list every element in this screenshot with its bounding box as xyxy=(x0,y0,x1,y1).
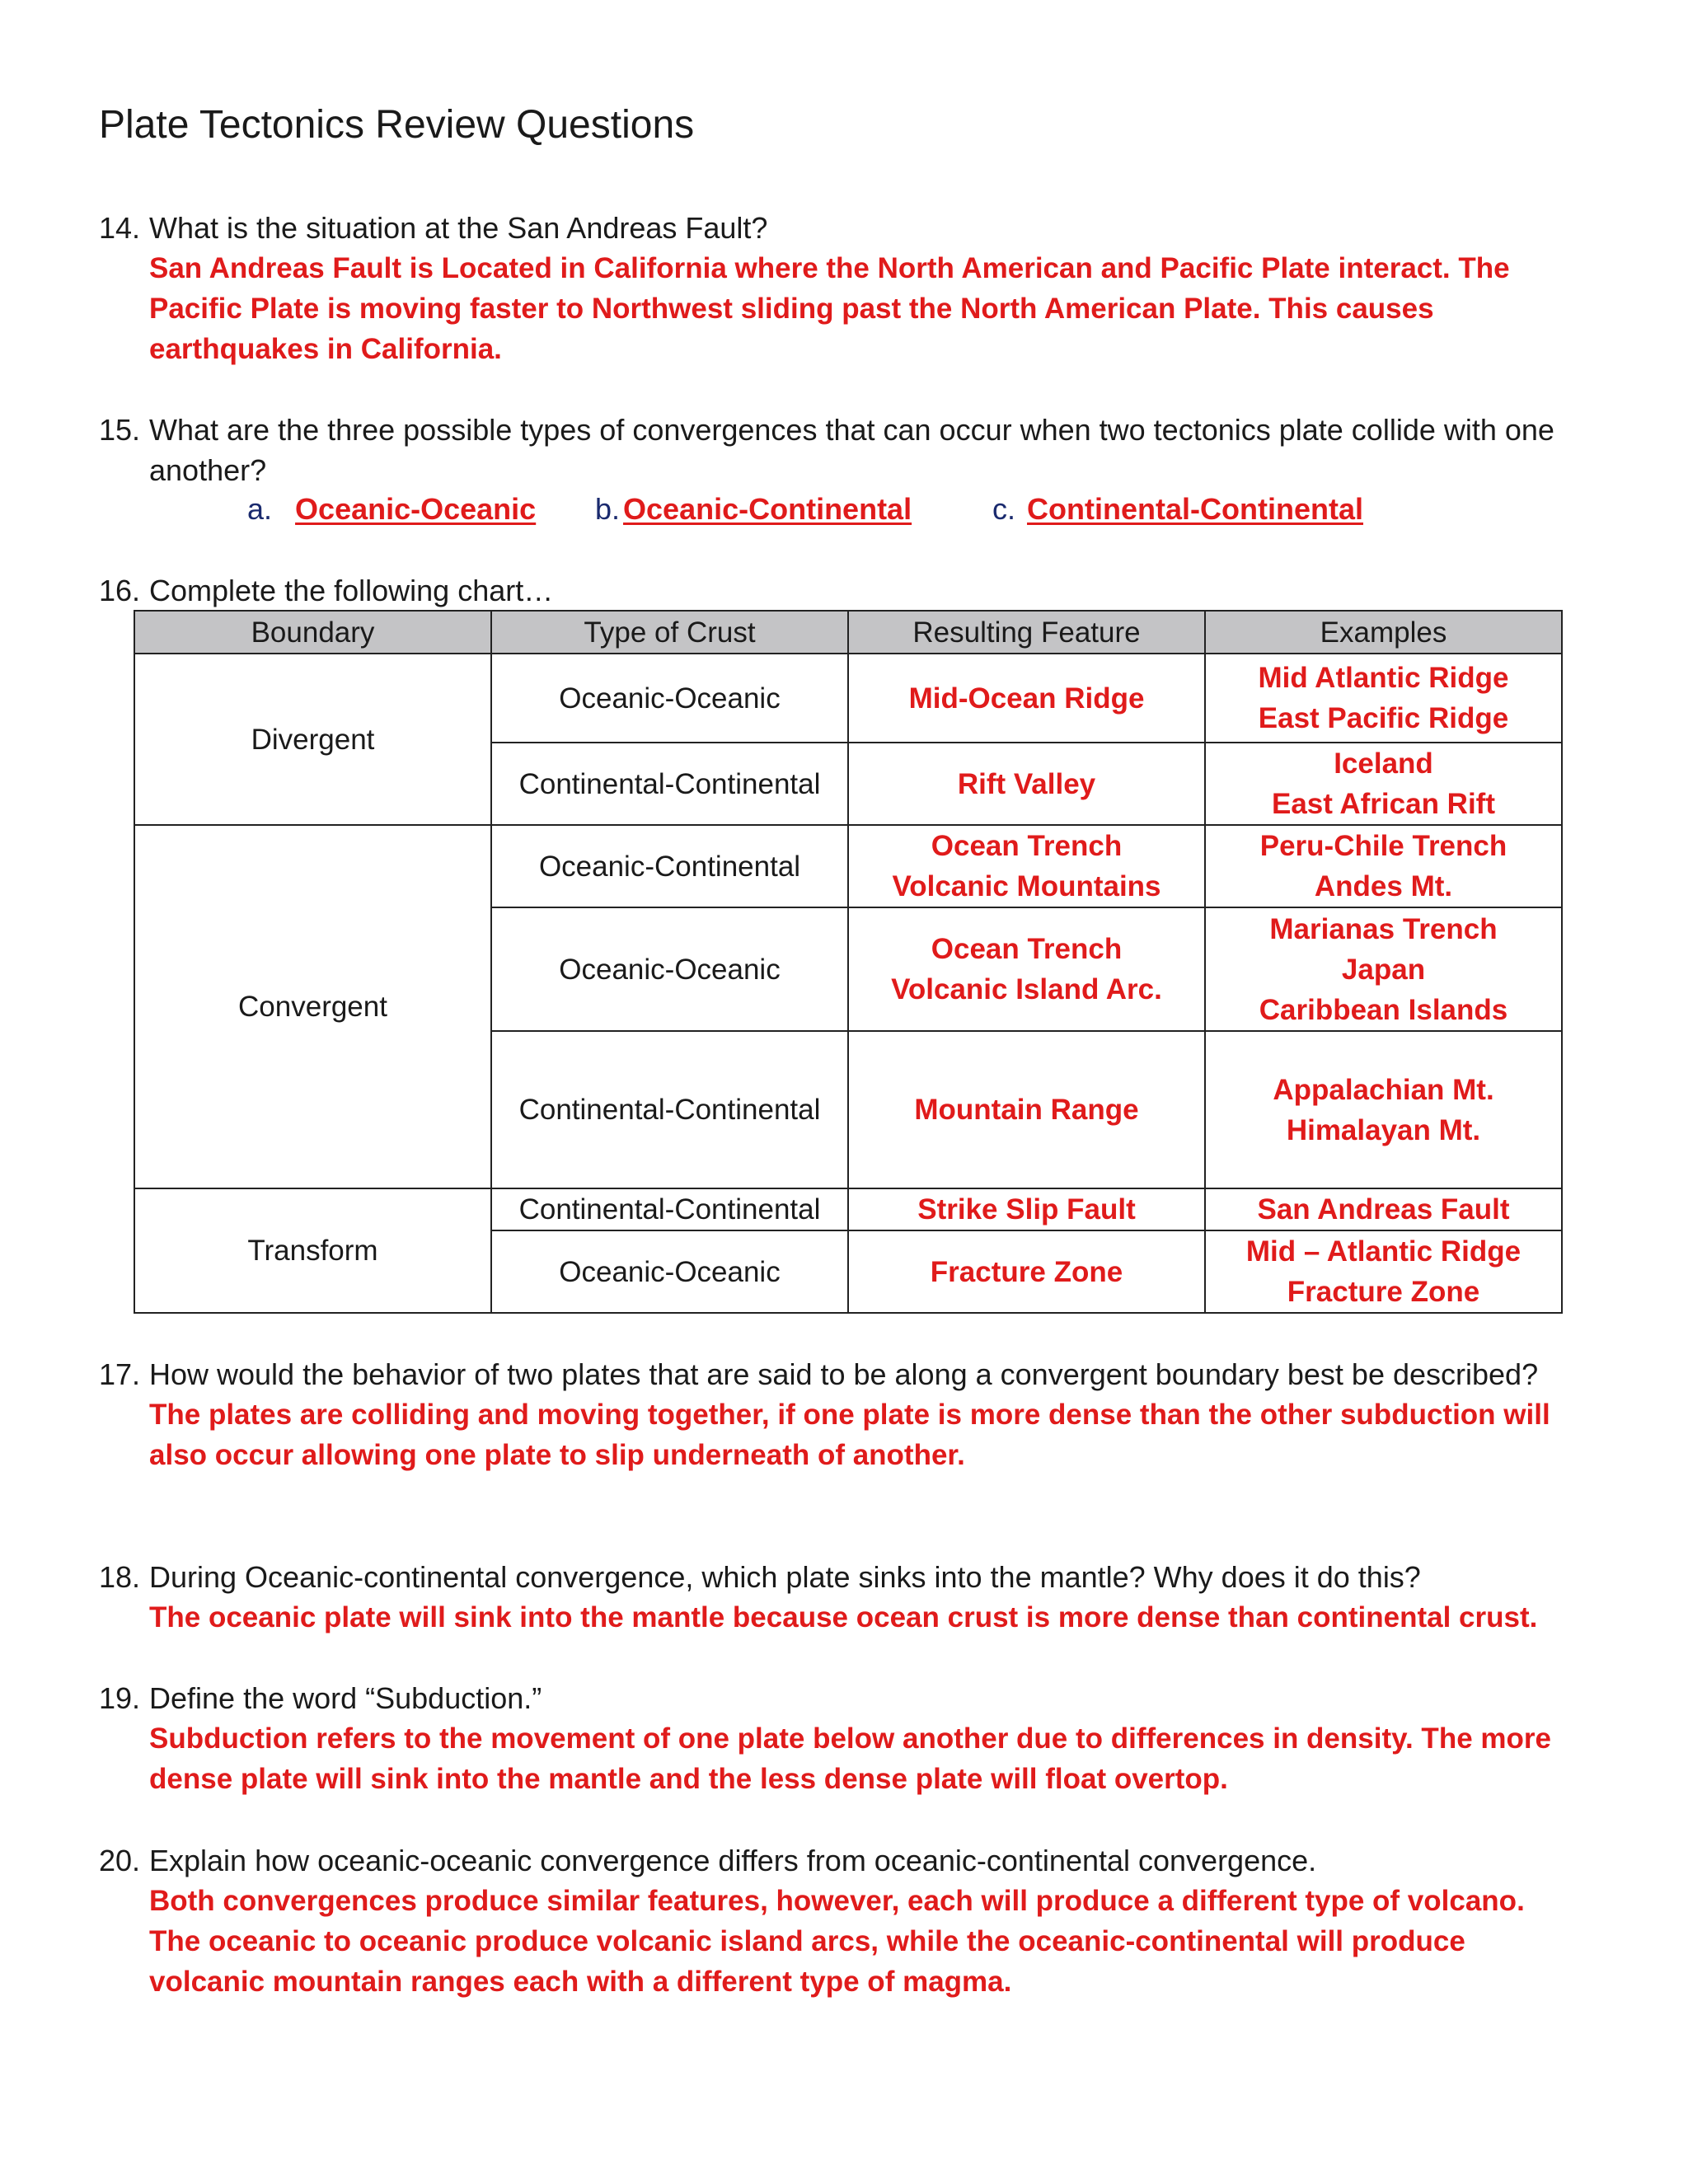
table-row xyxy=(134,1188,1562,1230)
feature-cell xyxy=(848,743,1205,825)
column-header: Examples xyxy=(1205,611,1562,654)
feature-cell xyxy=(848,825,1205,907)
example-line: Peru-Chile Trench xyxy=(1259,830,1507,862)
answer-text: Both convergences produce similar features, however, each will produce a different type of volcano. The oceanic to oceanic produce volcanic island arcs, while the oceanic-continental will produce volcanic mountain ranges each with a different type of magma. xyxy=(149,1885,1525,1998)
crust-cell: Continental-Continental xyxy=(491,743,848,825)
crust-cell: Oceanic-Oceanic xyxy=(491,1230,848,1313)
question-text: Complete the following chart… xyxy=(149,574,554,607)
question-text: During Oceanic-continental convergence, which plate sinks into the mantle? Why does it do this? xyxy=(149,1560,1421,1594)
feature-line: Ocean Trench xyxy=(931,933,1123,965)
example-line: East Pacific Ridge xyxy=(1258,702,1509,734)
example-line: Mid – Atlantic Ridge xyxy=(1245,1235,1522,1268)
question-number: 18. xyxy=(99,1560,141,1594)
crust-cell: Continental-Continental xyxy=(491,1188,848,1230)
question-14 xyxy=(99,208,1582,369)
examples-cell xyxy=(1205,1031,1562,1188)
example-line: San Andreas Fault xyxy=(1257,1193,1510,1226)
question-text: Define the word “Subduction.” xyxy=(149,1681,542,1715)
boundary-cell: Convergent xyxy=(134,825,491,1188)
example-line: Fracture Zone xyxy=(1287,1276,1480,1308)
question-18 xyxy=(99,1557,1582,1638)
feature-cell xyxy=(848,1230,1205,1313)
answer-text: Subduction refers to the movement of one plate below another due to differences in density. The more dense plate will sink into the mantle and the less dense plate will float overtop. xyxy=(149,1722,1551,1795)
feature-line: Mountain Range xyxy=(914,1094,1139,1126)
page-title: Plate Tectonics Review Questions xyxy=(99,103,695,147)
feature-line: Strike Slip Fault xyxy=(917,1193,1136,1226)
option-value: Continental-Continental xyxy=(1027,492,1363,526)
examples-cell xyxy=(1205,1230,1562,1313)
option-b xyxy=(595,489,912,530)
question-20 xyxy=(99,1840,1582,2002)
answer-text: San Andreas Fault is Located in California where the North American and Pacific Plate interact. The Pacific Plate is moving faster to Northwest sliding past the North American Plate. This causes earthquakes in California. xyxy=(149,252,1510,365)
crust-cell: Oceanic-Continental xyxy=(491,825,848,907)
examples-cell xyxy=(1205,1188,1562,1230)
option-c xyxy=(992,489,1363,530)
question-number: 15. xyxy=(99,413,141,447)
boundary-cell: Transform xyxy=(134,1188,491,1313)
example-line: Marianas Trench xyxy=(1269,912,1498,945)
feature-line: Rift Valley xyxy=(957,767,1096,800)
example-line: Caribbean Islands xyxy=(1259,993,1508,1026)
feature-cell xyxy=(848,1031,1205,1188)
option-a xyxy=(247,489,536,530)
example-line: Mid Atlantic Ridge xyxy=(1258,662,1509,694)
table-row xyxy=(134,825,1562,907)
feature-line: Volcanic Mountains xyxy=(892,870,1161,902)
feature-line: Ocean Trench xyxy=(931,830,1123,862)
column-header: Type of Crust xyxy=(491,611,848,654)
example-line: Iceland xyxy=(1334,748,1433,780)
examples-cell xyxy=(1205,907,1562,1031)
examples-cell xyxy=(1205,743,1562,825)
question-text: What is the situation at the San Andreas Fault? xyxy=(149,211,768,245)
table-row xyxy=(134,654,1562,743)
question-16 xyxy=(99,570,1582,611)
question-text: How would the behavior of two plates that are said to be along a convergent boundary best be described? xyxy=(149,1357,1539,1391)
question-text: Explain how oceanic-oceanic convergence differs from oceanic-continental convergence. xyxy=(149,1844,1317,1877)
column-header: Boundary xyxy=(134,611,491,654)
feature-line: Mid-Ocean Ridge xyxy=(908,682,1145,715)
question-number: 20. xyxy=(99,1844,141,1877)
table-header-row xyxy=(134,611,1562,654)
question-text: What are the three possible types of convergences that can occur when two tectonics plate collide with one another? xyxy=(149,413,1554,487)
option-value: Oceanic-Continental xyxy=(623,492,912,526)
examples-cell xyxy=(1205,825,1562,907)
crust-cell: Continental-Continental xyxy=(491,1031,848,1188)
boundary-cell: Divergent xyxy=(134,654,491,825)
question-number: 14. xyxy=(99,211,141,245)
example-line: Andes Mt. xyxy=(1314,870,1453,902)
example-line: Appalachian Mt. xyxy=(1273,1073,1494,1106)
example-line: East African Rift xyxy=(1272,788,1495,820)
question-15 xyxy=(99,410,1582,490)
question-number: 16. xyxy=(99,574,141,607)
question-number: 17. xyxy=(99,1357,141,1391)
option-label: b. xyxy=(595,492,621,526)
feature-cell xyxy=(848,907,1205,1031)
crust-cell: Oceanic-Oceanic xyxy=(491,654,848,743)
question-19 xyxy=(99,1678,1582,1799)
option-label: c. xyxy=(992,492,1016,526)
feature-line: Volcanic Island Arc. xyxy=(891,973,1162,1005)
answer-text: The plates are colliding and moving together, if one plate is more dense than the other subduction will also occur allowing one plate to slip underneath of another. xyxy=(149,1399,1550,1471)
option-label: a. xyxy=(247,492,273,526)
example-line: Japan xyxy=(1341,953,1426,986)
answer-text: The oceanic plate will sink into the mantle because ocean crust is more dense than continental crust. xyxy=(149,1601,1538,1633)
boundary-chart xyxy=(134,610,1563,1314)
feature-line: Fracture Zone xyxy=(930,1255,1123,1288)
crust-cell: Oceanic-Oceanic xyxy=(491,907,848,1031)
question-17 xyxy=(99,1354,1582,1475)
examples-cell xyxy=(1205,654,1562,743)
column-header: Resulting Feature xyxy=(848,611,1205,654)
option-value: Oceanic-Oceanic xyxy=(295,492,537,526)
example-line: Himalayan Mt. xyxy=(1286,1113,1481,1146)
feature-cell xyxy=(848,654,1205,743)
question-number: 19. xyxy=(99,1681,141,1715)
feature-cell xyxy=(848,1188,1205,1230)
